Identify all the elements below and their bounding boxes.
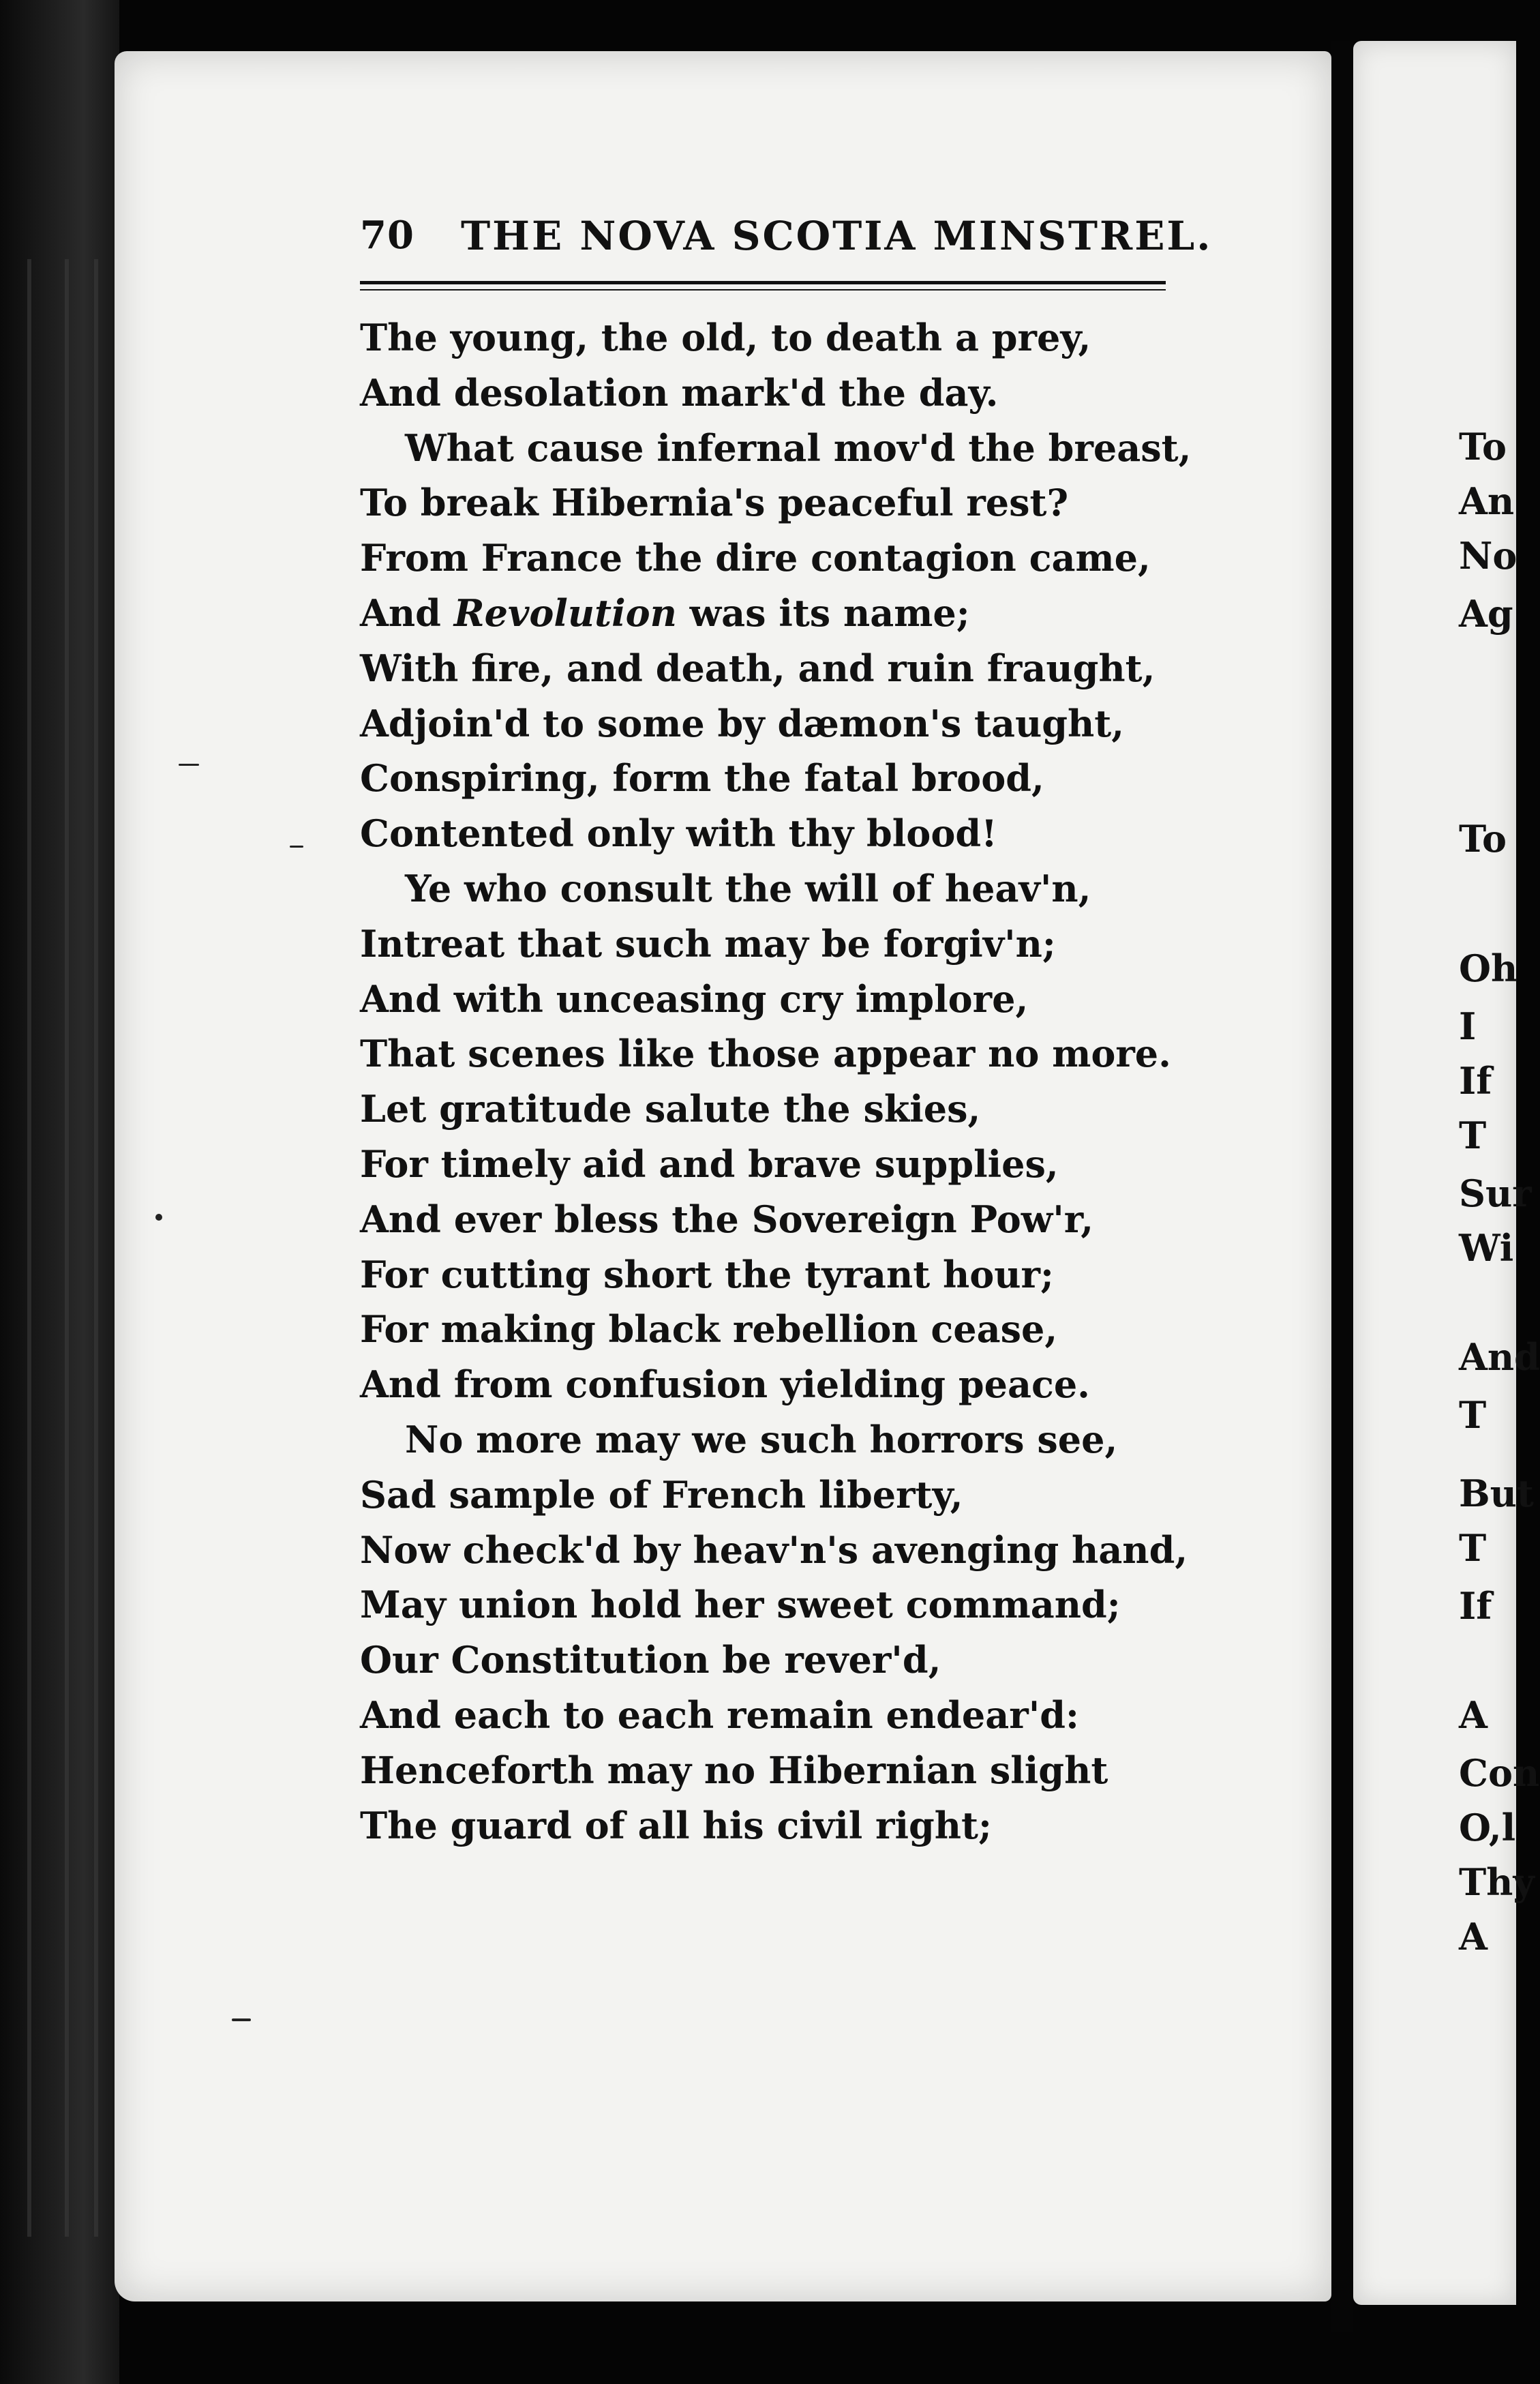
poem-line: The guard of all his civil right; bbox=[360, 1803, 992, 1847]
poem-line: And ever bless the Sovereign Pow'r, bbox=[360, 1197, 1094, 1241]
header-rule bbox=[360, 281, 1166, 284]
header-rule-thin bbox=[360, 289, 1166, 290]
paper-speck bbox=[155, 1214, 162, 1221]
binding-edge bbox=[65, 259, 69, 2237]
poem-line: For making black rebellion cease, bbox=[360, 1307, 1058, 1352]
facing-fragment: To bbox=[1459, 817, 1507, 861]
facing-fragment: Wi bbox=[1459, 1226, 1514, 1270]
paper-speck bbox=[179, 764, 199, 766]
facing-fragment: T bbox=[1459, 1526, 1487, 1570]
poem-line: Now check'd by heav'n's avenging hand, bbox=[360, 1528, 1188, 1572]
poem-line: May union hold her sweet command; bbox=[360, 1583, 1121, 1627]
poem-line: And from confusion yielding peace. bbox=[360, 1362, 1090, 1407]
page-number: 70 bbox=[360, 213, 414, 258]
poem-line: To break Hibernia's peaceful rest? bbox=[360, 481, 1069, 525]
poem-line: Let gratitude salute the skies, bbox=[360, 1087, 981, 1131]
binding-edge bbox=[27, 259, 31, 2237]
facing-fragment: No bbox=[1459, 534, 1518, 578]
poem-line: For timely aid and brave supplies, bbox=[360, 1142, 1059, 1186]
facing-fragment: And bbox=[1459, 1335, 1540, 1379]
facing-fragment: Ag bbox=[1459, 592, 1513, 636]
poem-line bbox=[360, 586, 1260, 641]
facing-fragment: If bbox=[1459, 1584, 1492, 1628]
poem-line: With fire, and death, and ruin fraught, bbox=[360, 646, 1156, 690]
poem-line: Conspiring, form the fatal brood, bbox=[360, 756, 1044, 801]
facing-fragment: If bbox=[1459, 1059, 1492, 1103]
page-header bbox=[360, 213, 1213, 274]
facing-fragment: To bbox=[1459, 425, 1507, 468]
running-title: THE NOVA SCOTIA MINSTREL. bbox=[461, 213, 1213, 259]
poem-line: The young, the old, to death a prey, bbox=[360, 316, 1091, 359]
facing-fragment: Sur bbox=[1459, 1172, 1532, 1215]
poem-line: That scenes like those appear no more. bbox=[360, 1032, 1171, 1076]
poem-line: Contented only with thy blood! bbox=[360, 811, 997, 856]
facing-fragment: Con bbox=[1459, 1751, 1540, 1795]
poem-line: And desolation mark'd the day. bbox=[360, 370, 999, 415]
poem-line: For cutting short the tyrant hour; bbox=[360, 1252, 1054, 1296]
poem-line: Our Constitution be rever'd, bbox=[360, 1638, 941, 1682]
poem-text bbox=[360, 310, 1260, 1853]
poem-line: And with unceasing cry implore, bbox=[360, 977, 1029, 1021]
binding-edge bbox=[94, 259, 98, 2237]
facing-fragment: Oh bbox=[1459, 947, 1518, 990]
poem-line: What cause infernal mov'd the breast, bbox=[405, 426, 1192, 470]
poem-line-end: was its name; bbox=[676, 591, 970, 635]
poem-line: From France the dire contagion came, bbox=[360, 536, 1151, 580]
facing-fragment: T bbox=[1459, 1393, 1487, 1437]
poem-line: Sad sample of French liberty, bbox=[360, 1472, 963, 1517]
facing-fragment: Thy bbox=[1459, 1860, 1535, 1904]
poem-line: Adjoin'd to some by dæmon's taught, bbox=[360, 701, 1125, 745]
facing-fragment: But bbox=[1459, 1472, 1534, 1515]
book-binding bbox=[0, 0, 119, 2384]
page-gutter bbox=[1331, 41, 1353, 2332]
facing-fragment: A bbox=[1459, 1693, 1488, 1737]
poem-line-start: And bbox=[360, 591, 454, 635]
facing-fragment: T bbox=[1459, 1114, 1487, 1157]
poem-line: And each to each remain endear'd: bbox=[360, 1693, 1079, 1737]
facing-fragment: I bbox=[1459, 1004, 1477, 1048]
poem-line: Henceforth may no Hibernian slight bbox=[360, 1748, 1108, 1792]
poem-line: Ye who consult the will of heav'n, bbox=[405, 866, 1091, 910]
facing-fragment: An bbox=[1459, 479, 1515, 523]
poem-line: No more may we such horrors see, bbox=[405, 1417, 1118, 1461]
italic-word: Revolution bbox=[453, 591, 677, 635]
poem-line: Intreat that such may be forgiv'n; bbox=[360, 921, 1056, 966]
facing-fragment: O,l bbox=[1459, 1806, 1516, 1849]
paper-speck bbox=[290, 846, 303, 848]
facing-fragment: A bbox=[1459, 1915, 1488, 1958]
paper-speck bbox=[232, 2018, 251, 2021]
